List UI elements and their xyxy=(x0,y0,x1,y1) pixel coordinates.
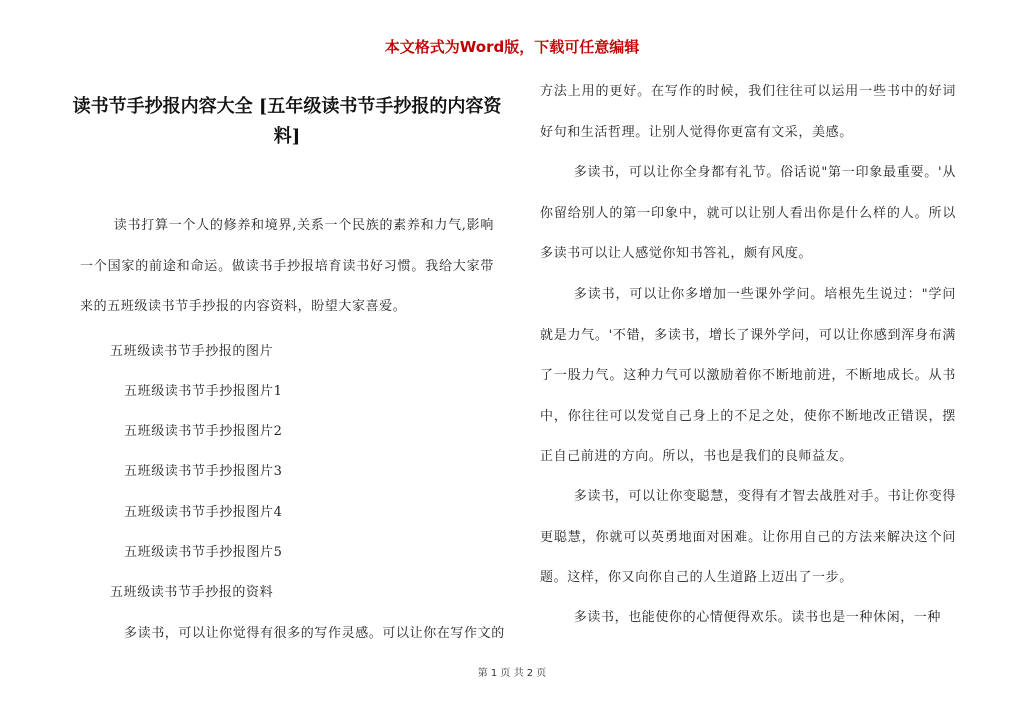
format-banner: 本文格式为Word版，下载可任意编辑 xyxy=(384,38,640,56)
intro-paragraph: 读书打算一个人的修养和境界,关系一个民族的素养和力气,影响一个国家的前途和命运。做读书手抄报培育读书好习惯。我给大家带来的五班级读书节手抄报的内容资料，盼望大家喜爱。 xyxy=(80,218,494,314)
image-caption-4: 五班级读书节手抄报图片4 xyxy=(124,505,283,520)
section-heading-images: 五班级读书节手抄报的图片 xyxy=(110,344,274,359)
right-paragraph-5: 多读书，也能使你的心情便得欢乐。读书也是一种休闲，一种 xyxy=(573,610,941,625)
image-caption-5: 五班级读书节手抄报图片5 xyxy=(124,545,283,560)
section-heading-materials: 五班级读书节手抄报的资料 xyxy=(110,585,274,600)
image-caption-1: 五班级读书节手抄报图片1 xyxy=(124,384,283,399)
image-caption-2: 五班级读书节手抄报图片2 xyxy=(124,424,283,439)
right-paragraph-1: 方法上用的更好。在写作的时候，我们往往可以运用一些书中的好词好句和生活哲理。让别人觉得你更富有文采，美感。 xyxy=(540,84,956,140)
paragraph-start: 多读书，可以让你觉得有很多的写作灵感。可以让你在写作文的 xyxy=(124,626,505,641)
document-title: 读书节手抄报内容大全 [五年级读书节手抄报的内容资料] xyxy=(72,96,502,147)
right-paragraph-2: 多读书，可以让你全身都有礼节。俗话说"第一印象最重要。'从你留给别人的第一印象中，就可以让别人看出你是什么样的人。所以多读书可以让人感觉你知书答礼，颇有风度。 xyxy=(540,165,956,261)
right-paragraph-3: 多读书，可以让你多增加一些课外学问。培根先生说过："学问就是力气。'不错，多读书，增长了课外学问，可以让你感到浑身布满了一股力气。这种力气可以激励着你不断地前进，不断地成长。从书中，你往往可以发觉自己身上的不足之处，使你不断地改正错误，摆正自己前进的方向。所以，书也是我们的良师益友。 xyxy=(540,287,956,464)
image-caption-3: 五班级读书节手抄报图片3 xyxy=(124,464,283,479)
page-footer: 第 1 页 共 2 页 xyxy=(477,668,547,679)
right-paragraph-4: 多读书，可以让你变聪慧，变得有才智去战胜对手。书让你变得更聪慧，你就可以英勇地面对困难。让你用自己的方法来解决这个问题。这样，你又向你自己的人生道路上迈出了一步。 xyxy=(540,489,956,585)
